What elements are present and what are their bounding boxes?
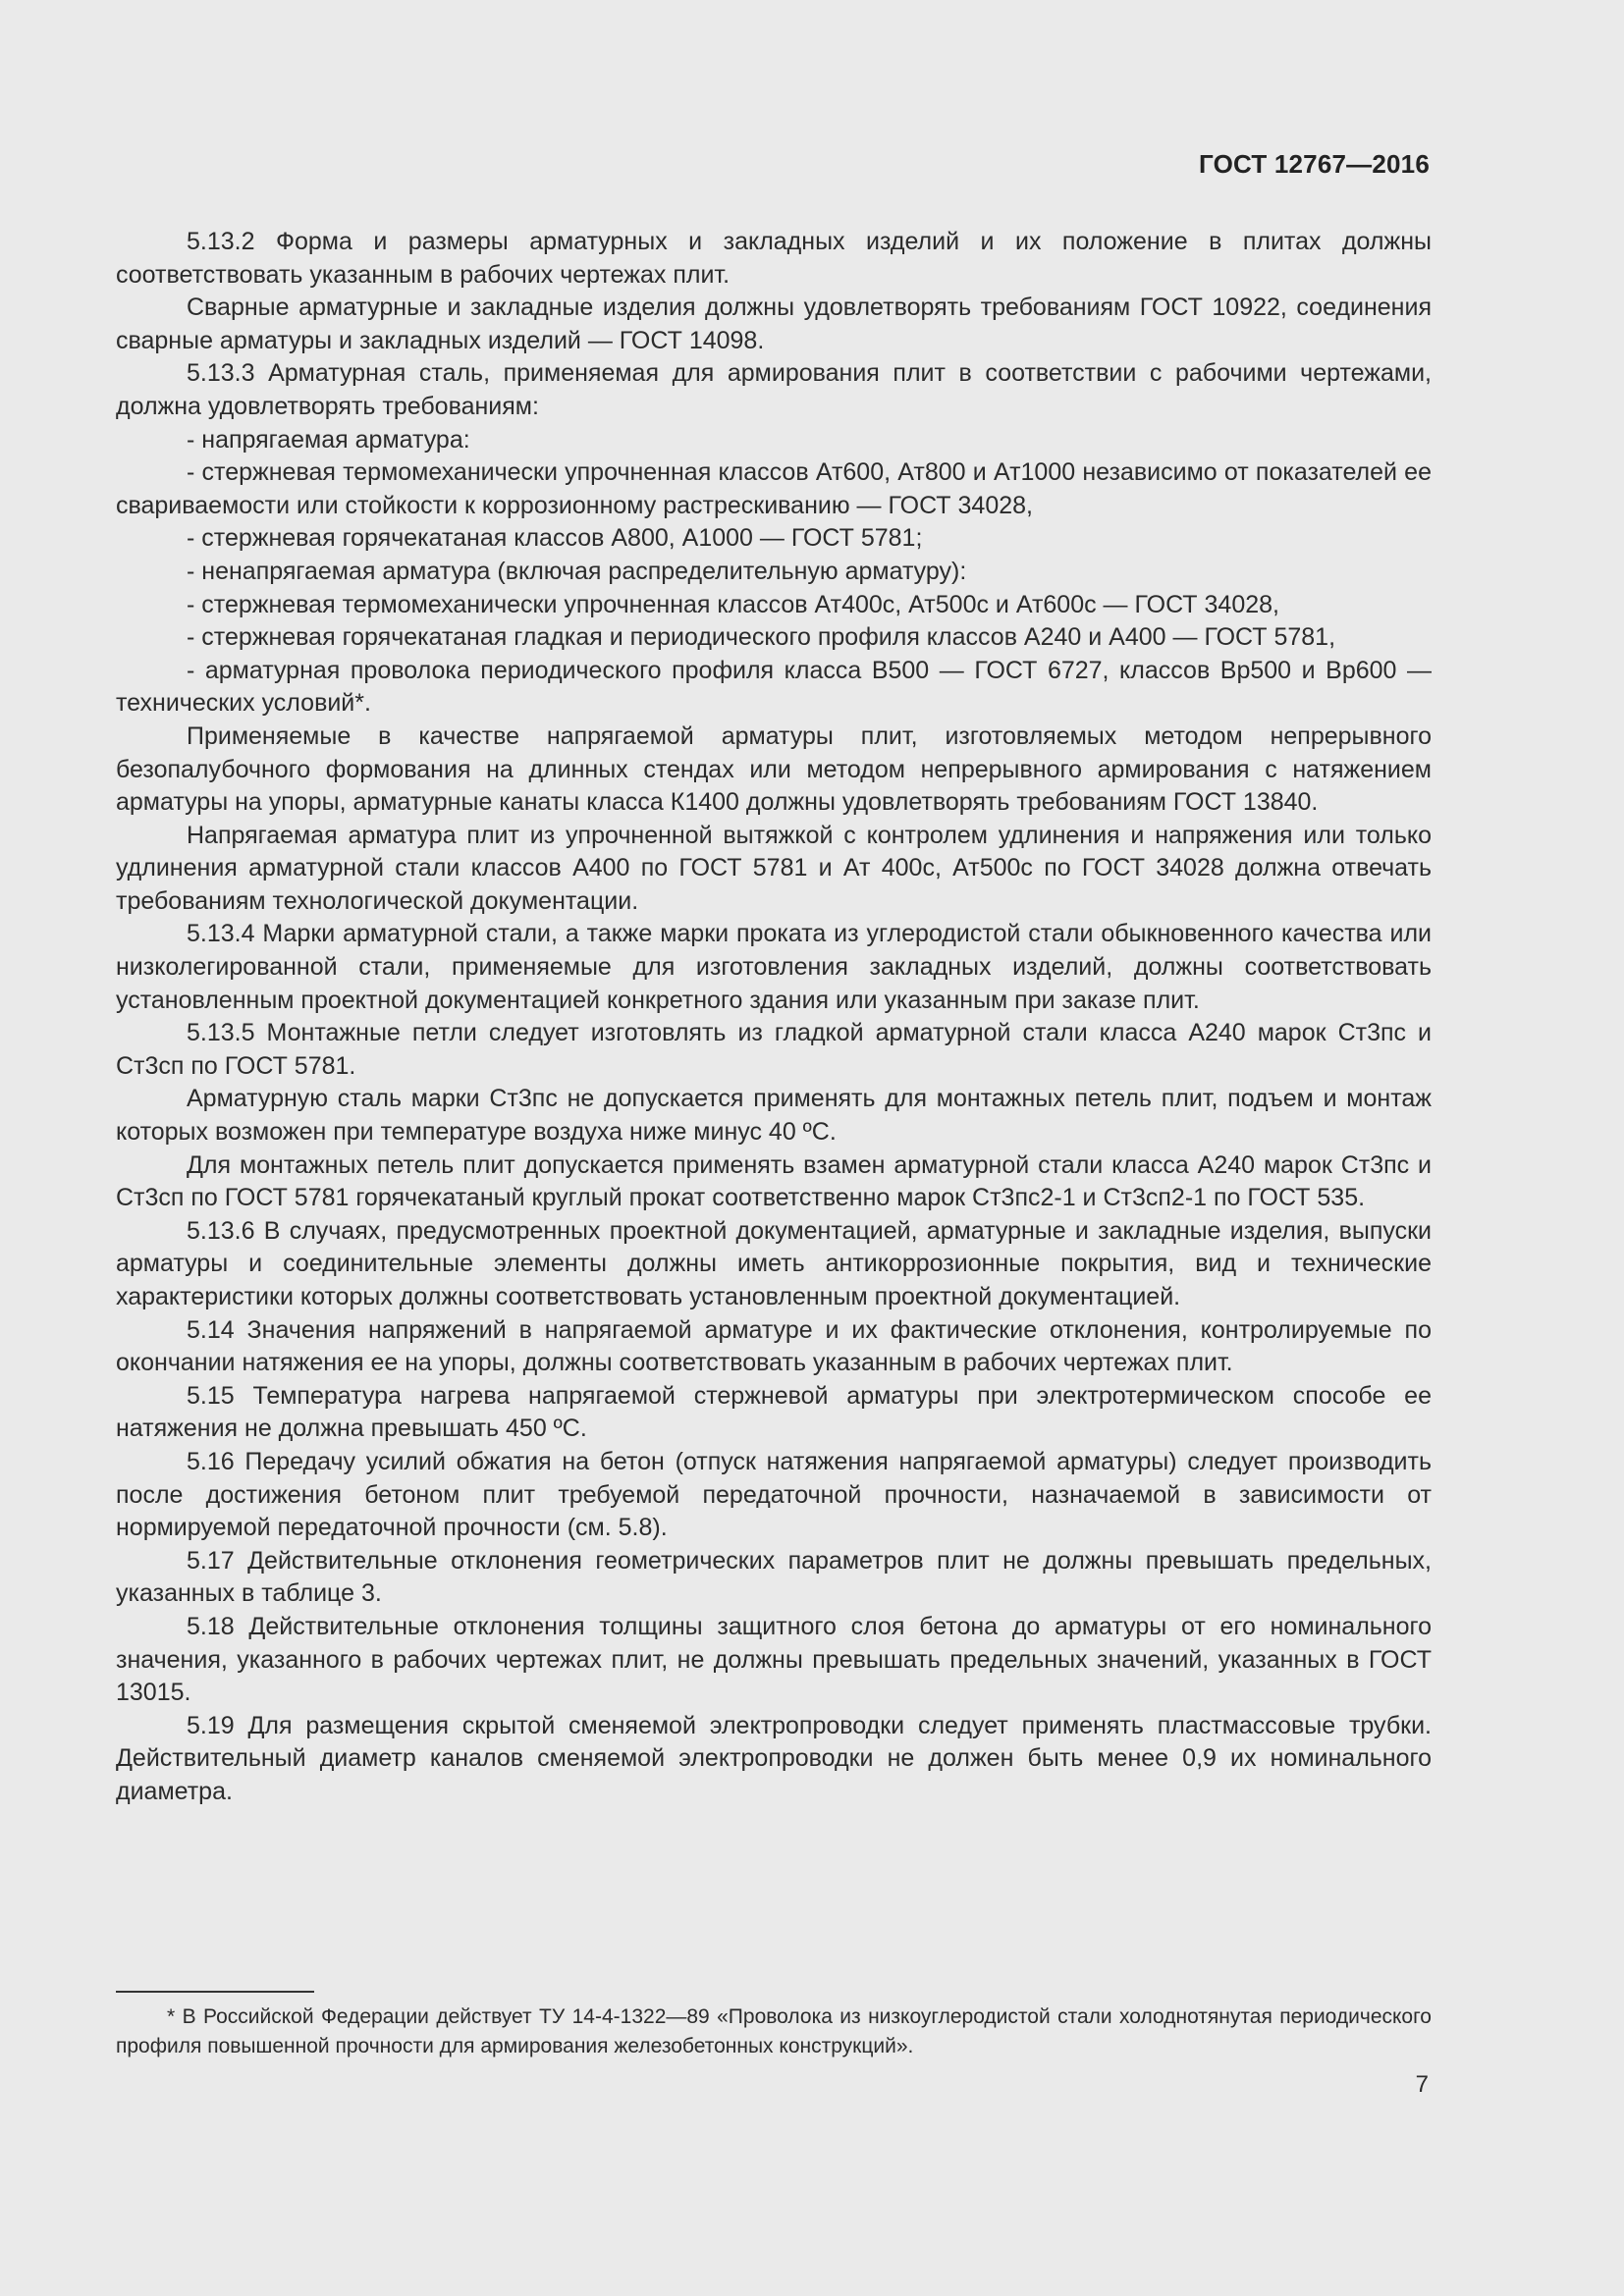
list-item-wire-b500: - арматурная проволока периодического профиля класса В500 — ГОСТ 6727, классов Вр500 и Вр600 — технических условий*. (116, 656, 1432, 718)
paragraph-5-17: 5.17 Действительные отклонения геометрических параметров плит не должны превышать предельных, указанных в таблице 3. (116, 1546, 1432, 1608)
paragraph-5-16: 5.16 Передачу усилий обжатия на бетон (отпуск натяжения напрягаемой арматуры) следует производить после достижения бетоном плит требуемой передаточной прочности, назначаемой в зависимости от нормируемой передаточной прочности (см. 5.8). (116, 1447, 1432, 1542)
footnote-text: * В Российской Федерации действует ТУ 14-4-1322—89 «Проволока из низкоуглеродистой стали холоднотянутая периодического профиля повышенной прочности для армирования железобетонных конструкций». (116, 2005, 1432, 2057)
paragraph-5-15: 5.15 Температура нагрева напрягаемой стержневой арматуры при электротермическом способе ее натяжения не должна превышать 450 ºС. (116, 1381, 1432, 1443)
paragraph-5-13-5: 5.13.5 Монтажные петли следует изготовлять из гладкой арматурной стали класса А240 марок Ст3пс и Ст3сп по ГОСТ 5781. (116, 1019, 1432, 1080)
list-item-hot-rolled-a240: - стержневая горячекатаная гладкая и периодического профиля классов А240 и А400 — ГОСТ 5781, (187, 623, 1336, 652)
paragraph-st3ps-restriction: Арматурную сталь марки Ст3пс не допускается применять для монтажных петель плит, подъем и монтаж которых возможен при температуре воздуха ниже минус 40 ºС. (116, 1085, 1432, 1147)
paragraph-5-13-6: 5.13.6 В случаях, предусмотренных проектной документацией, арматурные и закладные изделия, выпуски арматуры и соединительные элементы должны иметь антикоррозионные покрытия, вид и технические характеристики которых должны соответствовать установленным проектной документацией. (116, 1216, 1432, 1310)
list-item-hot-rolled-a800: - стержневая горячекатаная классов А800, А1000 — ГОСТ 5781; (187, 524, 923, 553)
paragraph-5-13-2: 5.13.2 Форма и размеры арматурных и закладных изделий и их положение в плитах должны соответствовать указанным в рабочих чертежах плит. (116, 228, 1432, 289)
list-item-prestressed: - напрягаемая арматура: (187, 425, 470, 454)
paragraph-5-13-3: 5.13.3 Арматурная сталь, применяемая для армирования плит в соответствии с рабочими чертежами, должна удовлетворять требованиям: (116, 359, 1432, 420)
paragraph-5-14: 5.14 Значения напряжений в напрягаемой арматуре и их фактические отклонения, контролируемые по окончании натяжения ее на упоры, должны соответствовать указанным в рабочих чертежах плит. (116, 1315, 1432, 1377)
paragraph-5-13-4: 5.13.4 Марки арматурной стали, а также марки проката из углеродистой стали обыкновенного качества или низколегированной стали, применяемые для изготовления закладных изделий, должны соответствовать установленным проектной документацией конкретного здания или указанным при заказе плит. (116, 920, 1432, 1014)
footnote-divider (116, 1991, 314, 1993)
footnote (116, 2002, 1432, 2061)
document-header: ГОСТ 12767—2016 (1199, 149, 1430, 179)
page-number: 7 (1415, 2071, 1429, 2098)
document-body (116, 226, 1432, 1809)
list-item-non-prestressed: - ненапрягаемая арматура (включая распределительную арматуру): (187, 557, 967, 585)
list-item-thermomechanical-at600: - стержневая термомеханически упрочненная классов Ат600, Ат800 и Ат1000 независимо от показателей ее свариваемости или стойкости к коррозионному растрескиванию — ГОСТ 34028, (116, 458, 1432, 519)
paragraph-5-18: 5.18 Действительные отклонения толщины защитного слоя бетона до арматуры от его номинального значения, указанного в рабочих чертежах плит, не должны превышать предельных значений, указанных в ГОСТ 13015. (116, 1612, 1432, 1707)
paragraph-5-19: 5.19 Для размещения скрытой сменяемой электропроводки следует применять пластмассовые трубки. Действительный диаметр каналов сменяемой электропроводки не должен быть менее 0,9 их номинального диаметра. (116, 1711, 1432, 1805)
paragraph-welded-items: Сварные арматурные и закладные изделия должны удовлетворять требованиям ГОСТ 10922, соединения сварные арматуры и закладных изделий — ГОСТ 14098. (116, 294, 1432, 354)
paragraph-k1400-strands: Применяемые в качестве напрягаемой арматуры плит, изготовляемых методом непрерывного безопалубочного формования на длинных стендах или методом непрерывного армирования с натяжением арматуры на упоры, арматурные канаты класса К1400 должны удовлетворять требованиям ГОСТ 13840. (116, 721, 1432, 817)
paragraph-lifting-loops: Для монтажных петель плит допускается применять взамен арматурной стали класса А240 марок Ст3пс и Ст3сп по ГОСТ 5781 горячекатаный круглый прокат соответственно марок Ст3пс2-1 и Ст3сп2-1 по ГОСТ 535. (116, 1150, 1432, 1212)
list-item-thermomechanical-at400c: - стержневая термомеханически упрочненная классов Ат400с, Ат500с и Ат600с — ГОСТ 34028, (187, 590, 1279, 618)
paragraph-stretched-reinforcement: Напрягаемая арматура плит из упрочненной вытяжкой с контролем удлинения и напряжения или только удлинения арматурной стали классов А400 по ГОСТ 5781 и Ат 400с, Ат500с по ГОСТ 34028 должна отвечать требованиям технологической документации. (116, 821, 1432, 915)
